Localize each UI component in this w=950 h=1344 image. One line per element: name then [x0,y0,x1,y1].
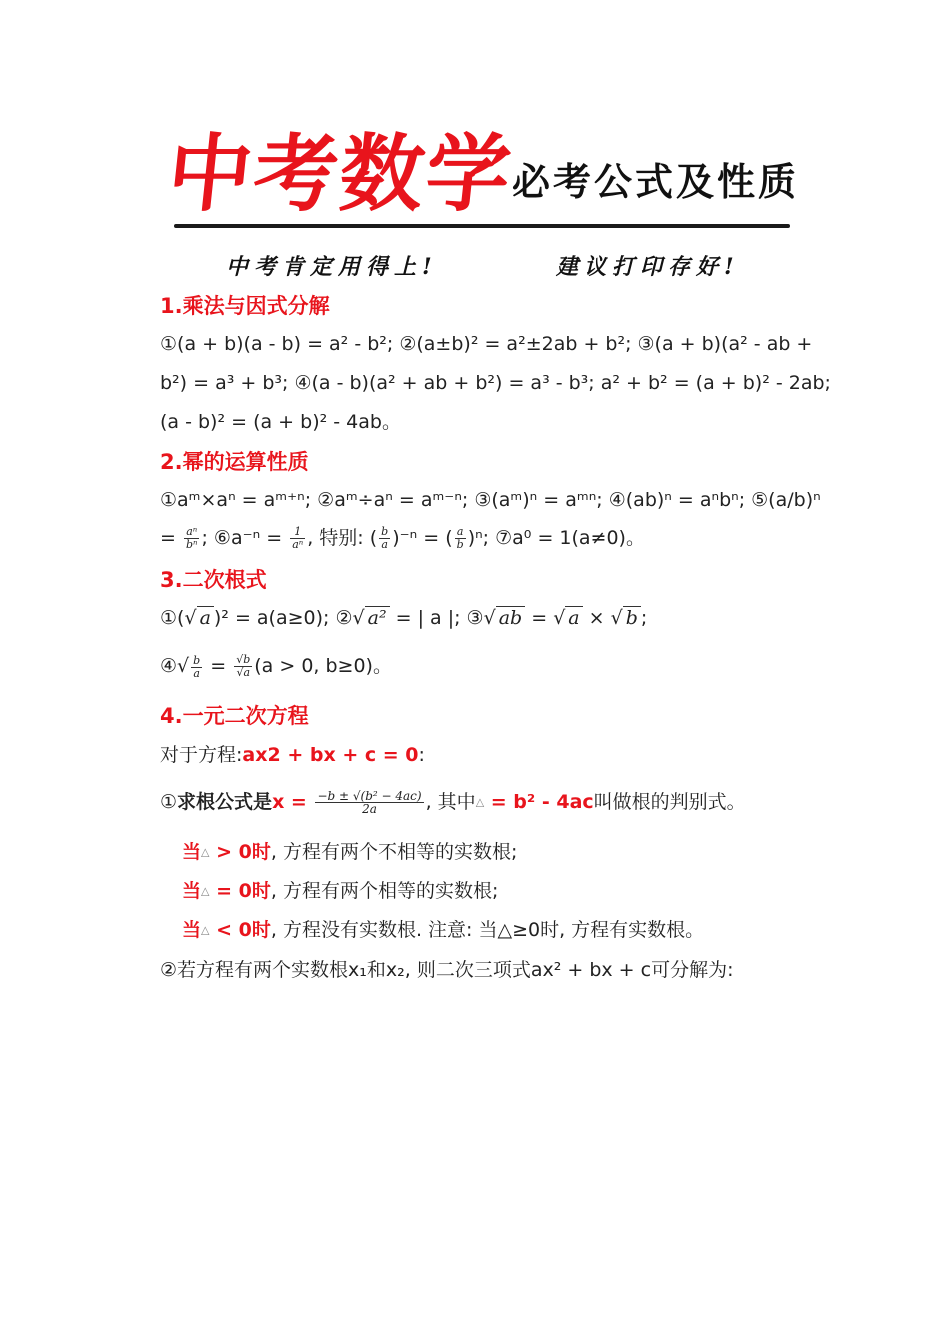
s4-l1-c: : [418,744,425,766]
fraction-denominator: 2a [362,802,377,816]
case-result: , 方程没有实数根. 注意: 当△≥0时, 方程有实数根。 [270,919,705,941]
s3-l2-a: ④ [160,655,178,677]
fraction-a-b [455,526,466,551]
fraction-numerator: −b ± √(b² − 4ac) [317,789,422,803]
fraction-numerator: b [193,653,201,667]
section-1-line-1: ①(a + b)(a - b) = a² - b²; ②(a±b)² = a²±2ab + b²; ③(a + b)(a² - ab + [160,333,813,355]
section-1-line-3: (a - b)² = (a + b)² - 4ab。 [160,411,401,433]
page-subtitle: 必考公式及性质 [512,159,800,204]
s3-l1-a: ①( [160,607,185,629]
fraction-b-a-in-root [191,655,202,680]
fraction-denominator: b [456,538,464,551]
case-condition: = 0时 [209,880,271,902]
case-result: , 方程有两个相等的实数根; [270,880,499,902]
fraction-an-bn [184,526,200,551]
delta-symbol: △ [201,923,210,937]
section-3-line-1 [160,604,647,632]
s3-l2-c: (a > 0, b≥0)。 [254,655,392,677]
fraction-denominator: a [193,666,200,680]
section-4-line-3: ②若方程有两个实数根x₁和x₂, 则二次三项式ax² + bx + c可分解为: [160,959,734,981]
section-heading-2: 2.幂的运算性质 [160,450,309,474]
equation-highlight: ax2 + bx + c = 0 [242,744,419,766]
case-when: 当 [182,841,202,863]
root-formula-x: x = [272,791,314,813]
s2-l2-a: = [160,527,182,549]
fraction-b-a [379,526,390,551]
s4-l2-a: ① [160,791,178,813]
s3-l1-b: )² = a(a≥0); ② [213,607,353,629]
radicand: ab [496,606,526,629]
section-heading-4: 4.一元二次方程 [160,704,309,728]
section-heading-3: 3.二次根式 [160,568,267,592]
s3-l2-b: = [204,655,233,677]
delta-symbol: △ [201,845,210,859]
case-condition: > 0时 [209,841,271,863]
sqrt-a: √ a [553,604,582,632]
discriminant: = b² - 4ac [484,791,594,813]
section-2-line-1: ①aᵐ×aⁿ = aᵐ⁺ⁿ; ②aᵐ÷aⁿ = aᵐ⁻ⁿ; ③(aᵐ)ⁿ = aᵐⁿ; ④(ab)ⁿ = aⁿbⁿ; ⑤(a/b)ⁿ [160,489,821,511]
root-formula-label: 求根公式是 [177,791,273,813]
sqrt-b: √ b [611,604,641,632]
fraction-denominator: bⁿ [185,538,198,551]
sqrt-a-squared: √ a² [353,604,390,632]
section-4-line-2 [160,784,746,821]
section-4-line-1 [160,741,425,769]
case-negative [182,916,704,945]
page-title: 中考数学 [162,124,518,223]
s2-l2-e: )ⁿ; ⑦a⁰ = 1(a≠0)。 [467,527,645,549]
radicand: a [565,606,582,629]
s2-l2-c: , 特别: ( [307,527,378,549]
fraction-1-an [290,526,305,551]
s4-l2-g: 叫做根的判别式。 [593,791,746,813]
s4-l1-a: 对于方程: [160,744,243,766]
fraction-numerator: b [381,525,389,538]
s2-l2-d: )⁻ⁿ = ( [392,527,453,549]
fraction-denominator: √a [236,666,251,679]
fraction-denominator: a [381,538,388,551]
radicand: b [623,606,641,629]
case-when: 当 [182,880,202,902]
case-positive [182,838,517,867]
s2-l2-b: ; ⑥a⁻ⁿ = [201,527,289,549]
delta-symbol: △ [475,795,485,809]
radicand: a² [365,606,390,629]
section-2-line-2 [160,524,645,552]
case-result: , 方程有两个不相等的实数根; [270,841,518,863]
tagline-right: 建议打印存好! [556,254,740,280]
section-1-line-2: b²) = a³ + b³; ④(a - b)(a² + ab + b²) = a³ - b³; a² + b² = (a + b)² - 2ab; [160,372,831,394]
section-heading-1: 1.乘法与因式分解 [160,294,330,318]
s4-l2-d: , 其中 [425,791,476,813]
fraction-numerator: 1 [290,526,305,539]
radicand: b [243,653,251,666]
radicand: a [197,606,214,629]
case-zero [182,877,498,906]
fraction-numerator: a [455,526,466,539]
sqrt-a-small: √ a [184,604,213,632]
s3-l1-f: ; [640,607,648,629]
fraction-numerator: √b [236,653,251,666]
sqrt-ab: √ ab [484,604,526,632]
root-formula-fraction [315,790,423,815]
case-condition: < 0时 [209,919,271,941]
s3-l1-d: = [525,607,554,629]
section-3-line-2 [160,648,392,684]
s3-l1-e: × [582,607,611,629]
case-when: 当 [182,919,202,941]
title-divider [174,224,790,228]
delta-symbol: △ [201,884,210,898]
tagline-left: 中考肯定用得上! [226,254,438,280]
radicand: a [243,666,251,679]
fraction-sqrtb-sqrta [234,654,252,679]
title-block [162,124,808,223]
fraction-denominator: aⁿ [292,538,304,551]
fraction-numerator: aⁿ [184,526,200,539]
s3-l1-c: = | a |; ③ [389,607,484,629]
sqrt-b-over-a: √ $\frac{b}{a}$ [177,653,201,680]
